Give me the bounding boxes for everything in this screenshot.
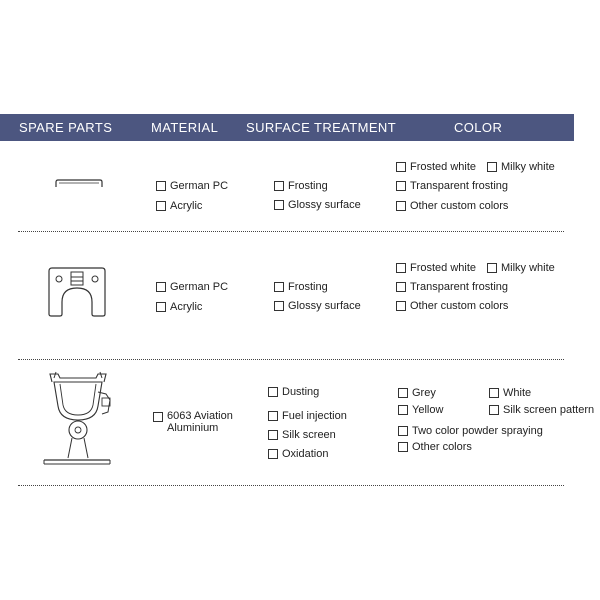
option-material-6063-aviation-aluminium[interactable]: 6063 Aviation Aluminium [153,410,233,434]
option-color-other-colors[interactable]: Other colors [398,441,472,453]
option-color-grey[interactable]: Grey [398,387,436,399]
checkbox[interactable] [274,282,284,292]
option-color-transparent-frosting-1[interactable]: Transparent frosting [396,180,508,192]
header-color: COLOR [454,120,503,135]
option-material-german-pc-1[interactable]: German PC [156,180,228,192]
cover-strip-icon [54,178,104,190]
option-surface-frosting-1[interactable]: Frosting [274,180,328,192]
checkbox[interactable] [398,405,408,415]
checkbox[interactable] [268,430,278,440]
option-surface-glossy-2[interactable]: Glossy surface [274,300,361,312]
checkbox[interactable] [489,388,499,398]
option-material-acrylic-1[interactable]: Acrylic [156,200,202,212]
row-divider [18,485,564,486]
checkbox[interactable] [268,449,278,459]
option-color-other-custom-1[interactable]: Other custom colors [396,200,508,212]
checkbox[interactable] [274,181,284,191]
option-material-german-pc-2[interactable]: German PC [156,281,228,293]
option-color-frosted-white-2[interactable]: Frosted white [396,262,476,274]
checkbox[interactable] [398,442,408,452]
option-surface-oxidation[interactable]: Oxidation [268,448,328,460]
option-color-transparent-frosting-2[interactable]: Transparent frosting [396,281,508,293]
table-header [0,114,574,141]
checkbox[interactable] [398,426,408,436]
option-color-milky-white-1[interactable]: Milky white [487,161,555,173]
checkbox[interactable] [156,302,166,312]
checkbox[interactable] [396,181,406,191]
checkbox[interactable] [396,263,406,273]
option-color-milky-white-2[interactable]: Milky white [487,262,555,274]
checkbox[interactable] [396,201,406,211]
checkbox[interactable] [268,387,278,397]
row-divider [18,359,564,360]
checkbox[interactable] [396,301,406,311]
header-surface-treatment: SURFACE TREATMENT [246,120,397,135]
header-material: MATERIAL [151,120,219,135]
option-material-acrylic-2[interactable]: Acrylic [156,301,202,313]
row-divider [18,231,564,232]
checkbox[interactable] [274,301,284,311]
checkbox[interactable] [398,388,408,398]
option-color-other-custom-2[interactable]: Other custom colors [396,300,508,312]
checkbox[interactable] [268,411,278,421]
option-surface-glossy-1[interactable]: Glossy surface [274,199,361,211]
checkbox[interactable] [156,201,166,211]
option-surface-fuel-injection[interactable]: Fuel injection [268,410,347,422]
option-color-frosted-white-1[interactable]: Frosted white [396,161,476,173]
checkbox[interactable] [487,263,497,273]
checkbox[interactable] [153,412,163,422]
aluminium-profile-icon [40,368,116,468]
option-color-white[interactable]: White [489,387,531,399]
option-surface-silk-screen[interactable]: Silk screen [268,429,336,441]
checkbox[interactable] [156,181,166,191]
checkbox[interactable] [487,162,497,172]
checkbox[interactable] [489,405,499,415]
option-color-two-color-powder[interactable]: Two color powder spraying [398,425,543,437]
option-surface-dusting[interactable]: Dusting [268,386,319,398]
checkbox[interactable] [156,282,166,292]
option-surface-frosting-2[interactable]: Frosting [274,281,328,293]
checkbox[interactable] [396,282,406,292]
option-color-yellow[interactable]: Yellow [398,404,443,416]
end-cap-icon [46,262,108,320]
header-spare-parts: SPARE PARTS [19,120,113,135]
option-color-silk-screen-pattern[interactable]: Silk screen pattern [489,404,594,416]
checkbox[interactable] [274,200,284,210]
checkbox[interactable] [396,162,406,172]
